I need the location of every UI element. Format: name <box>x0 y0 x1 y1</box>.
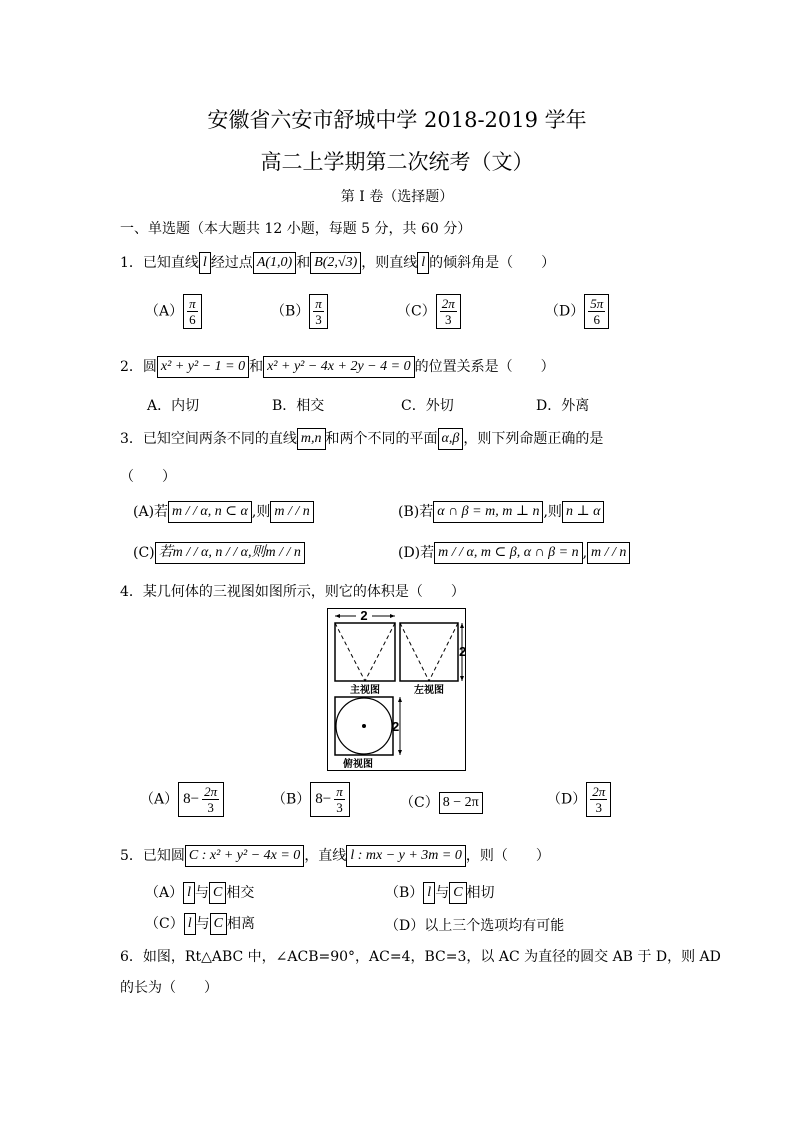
option-label: (B)若 <box>398 504 434 520</box>
q3-option-c <box>133 542 305 564</box>
left-view <box>400 623 466 696</box>
q2-equation-1: x² + y² − 1 = 0 <box>157 356 249 378</box>
q1-text: 1．已知直线 <box>120 255 199 271</box>
expression <box>310 782 349 817</box>
question-1 <box>120 252 555 274</box>
three-view-figure <box>327 608 466 771</box>
option-label: （B） <box>272 791 311 808</box>
numerator: 2π <box>204 784 218 799</box>
dim-right: 2 <box>459 644 467 659</box>
q1-line-l: l <box>417 252 429 274</box>
q1-option-a <box>145 294 202 329</box>
title-line-2: 高二上学期第二次统考（文） <box>260 150 534 174</box>
option-label: （B） <box>385 885 424 901</box>
option-label: （A） <box>145 885 184 901</box>
front-view <box>335 608 395 696</box>
q1-text: 经过点 <box>210 255 253 271</box>
denominator: 3 <box>444 312 452 327</box>
q5-text: 与 <box>435 885 450 901</box>
circle-c: C <box>210 913 227 935</box>
numerator: 2π <box>592 784 606 799</box>
q5-text: 相离 <box>226 916 255 932</box>
dim-top: 2 <box>360 608 368 623</box>
line-l: l <box>184 913 196 935</box>
fraction <box>183 294 202 329</box>
q3-text: 和两个不同的平面 <box>325 431 438 447</box>
front-view-label: 主视图 <box>350 685 380 696</box>
q3-d-condition: m / / α, m ⊂ β, α ∩ β = n <box>434 542 582 564</box>
q5-option-c <box>145 913 255 935</box>
top-view <box>335 697 402 770</box>
option-label: （C） <box>145 916 184 932</box>
q3-option-d <box>398 542 630 564</box>
numerator: π <box>189 296 196 311</box>
q5-text: 相切 <box>466 885 495 901</box>
q3-b-result: n ⊥ α <box>562 501 605 523</box>
q1-text: 和 <box>296 255 311 271</box>
question-2 <box>120 356 555 378</box>
q2-text: 2．圆 <box>120 359 157 375</box>
q1-text: 的倾斜角是（ ） <box>429 255 556 271</box>
top-view-label: 俯视图 <box>343 759 373 770</box>
fraction <box>309 294 328 329</box>
option-label: （D） <box>545 303 585 320</box>
q2-option-c: C．外切 <box>401 398 454 414</box>
q2-option-a: A．内切 <box>147 398 200 414</box>
q2-equation-2: x² + y² − 4x + 2y − 4 = 0 <box>263 356 415 378</box>
title-line-1: 安徽省六安市舒城中学 2018-2019 学年 <box>207 108 587 132</box>
q5-text: 相交 <box>226 885 255 901</box>
fraction <box>436 294 461 329</box>
whole-part: 8− <box>183 791 200 807</box>
q3-text: ，则下列命题正确的是 <box>463 431 604 447</box>
q5-text: ，则（ ） <box>465 848 550 864</box>
q3-text: ,则 <box>251 504 271 520</box>
expression <box>178 782 224 817</box>
q5-option-a <box>145 882 254 904</box>
volume-label: 第 I 卷（选择题） <box>340 189 454 205</box>
numerator: 5π <box>590 296 604 311</box>
question-6-line-1: 6．如图，Rt△ABC 中，∠ACB=90°，AC=4，BC=3，以 AC 为直径的圆交 AB 于 D，则 AD <box>120 949 721 965</box>
question-6-line-2: 的长为（ ） <box>120 980 218 996</box>
fraction <box>584 294 609 329</box>
q1-option-c <box>397 294 461 329</box>
option-label: （D） <box>547 791 587 808</box>
q3-a-condition: m / / α, n ⊂ α <box>168 501 252 523</box>
q3-c-statement: 若m / / α, n / / α,则m / / n <box>155 542 305 564</box>
q1-point-a: A(1,0) <box>253 252 296 274</box>
q5-text: ，直线 <box>304 848 347 864</box>
q3-text: ,则 <box>543 504 562 520</box>
whole-part: 8− <box>315 791 332 807</box>
q3-b-condition: α ∩ β = m, m ⊥ n <box>433 501 543 523</box>
q3-paren: （ ） <box>120 469 176 485</box>
q1-text: ，则直线 <box>361 255 418 271</box>
q5-option-d: （D）以上三个选项均有可能 <box>385 918 565 934</box>
denominator: 3 <box>595 800 602 815</box>
option-label: (D)若 <box>398 545 435 561</box>
option-label: (C) <box>133 545 155 561</box>
q1-option-b <box>271 294 328 329</box>
fraction <box>586 782 611 817</box>
q5-option-b <box>385 882 495 904</box>
line-l: l <box>423 882 435 904</box>
denominator: 6 <box>593 312 600 327</box>
section-heading: 一、单选题（本大题共 12 小题，每题 5 分，共 60 分） <box>120 221 472 237</box>
q2-option-d: D．外离 <box>536 398 590 414</box>
expression: 8 − 2π <box>439 792 483 814</box>
q2-option-b: B．相交 <box>272 398 325 414</box>
circle-c: C <box>449 882 466 904</box>
q5-circle-equation: C : x² + y² − 4x = 0 <box>185 845 304 867</box>
option-label: （C） <box>397 303 436 320</box>
circle-c: C <box>209 882 226 904</box>
question-3 <box>120 428 603 450</box>
denominator: 3 <box>315 312 322 327</box>
option-label: （A） <box>140 791 179 808</box>
q3-option-b <box>398 501 604 523</box>
option-label: (A)若 <box>133 504 169 520</box>
q3-planes: α,β <box>438 428 464 450</box>
q3-a-result: m / / n <box>270 501 313 523</box>
option-label: （A） <box>145 303 184 320</box>
q1-line-l: l <box>199 252 211 274</box>
q5-text: 5．已知圆 <box>120 848 185 864</box>
numerator: 2π <box>441 296 455 311</box>
q3-option-a <box>133 501 314 523</box>
question-4: 4．某几何体的三视图如图所示，则它的体积是（ ） <box>120 584 465 600</box>
denominator: 3 <box>207 800 214 815</box>
q5-line-equation: l : mx − y + 3m = 0 <box>346 845 466 867</box>
q2-text: 的位置关系是（ ） <box>414 359 555 375</box>
option-label: （C） <box>400 795 439 811</box>
q5-text: 与 <box>195 916 210 932</box>
line-l: l <box>183 882 195 904</box>
q3-lines: m,n <box>297 428 326 450</box>
q1-point-b: B(2,√3) <box>310 252 361 274</box>
q1-option-d <box>545 294 609 329</box>
option-label: （B） <box>271 303 310 320</box>
question-5 <box>120 845 550 867</box>
q3-d-result: m / / n <box>587 542 630 564</box>
q3-text: 3．已知空间两条不同的直线 <box>120 431 297 447</box>
numerator: π <box>315 296 322 311</box>
q4-option-c <box>400 792 483 814</box>
q4-option-b <box>272 782 350 817</box>
q3-text: , <box>582 545 588 561</box>
three-view-drawing <box>328 609 465 770</box>
q2-text: 和 <box>249 359 264 375</box>
denominator: 6 <box>189 312 196 327</box>
q5-text: 与 <box>195 885 210 901</box>
q4-option-d <box>547 782 611 817</box>
numerator: π <box>336 784 343 799</box>
denominator: 3 <box>336 800 343 815</box>
left-view-label: 左视图 <box>414 685 444 696</box>
q4-option-a <box>140 782 224 817</box>
dim-bottom: 2 <box>392 719 400 734</box>
